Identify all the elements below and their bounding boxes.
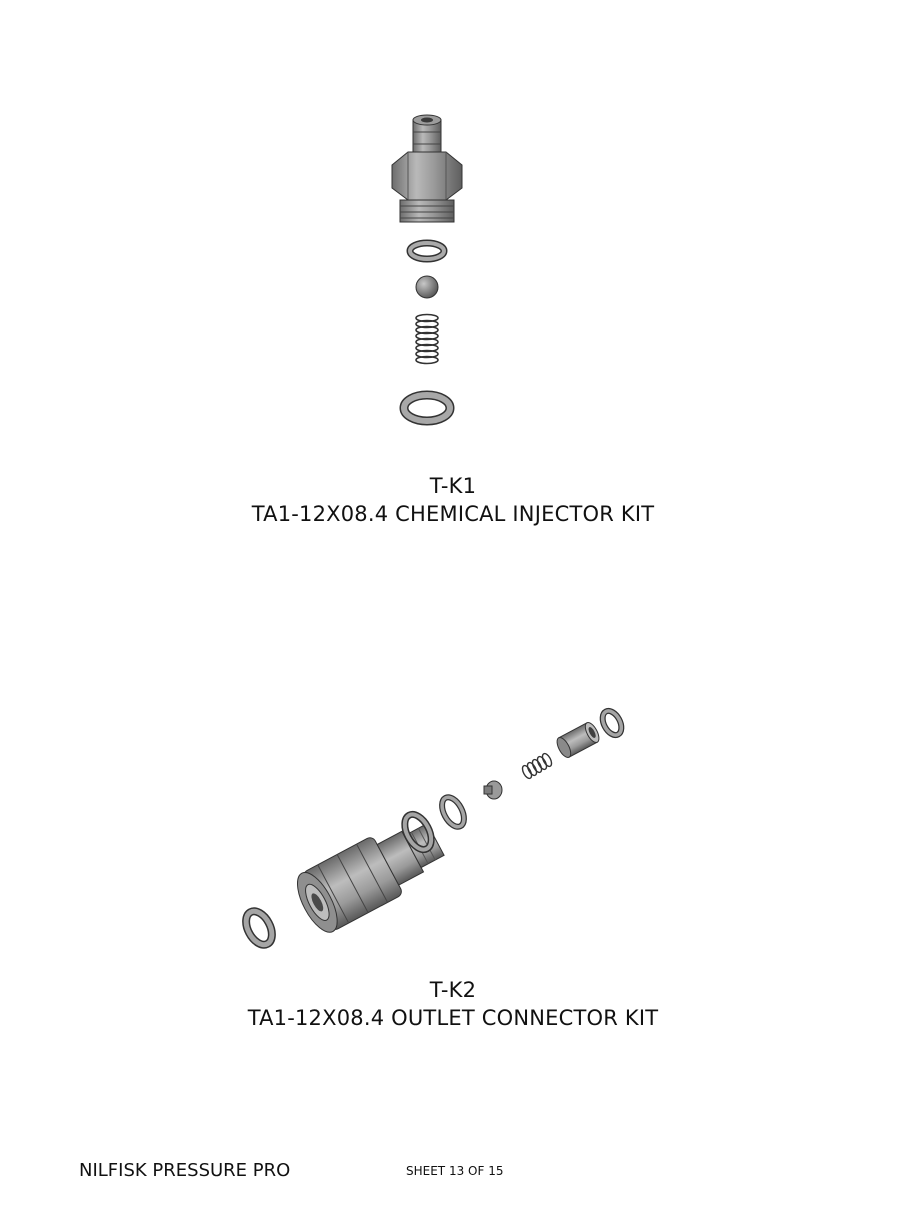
footer-sheet-number: SHEET 13 OF 15	[406, 1164, 504, 1178]
footer-product-name: NILFISK PRESSURE PRO	[79, 1160, 291, 1181]
outlet-spring-part	[521, 752, 554, 780]
injector-ball-part	[416, 276, 438, 298]
chemical-injector-kit-drawing	[380, 110, 480, 440]
outlet-o-ring-part	[438, 794, 469, 831]
outlet-washer-part	[599, 708, 625, 738]
outlet-valve-part	[484, 781, 502, 799]
outlet-washer-part	[241, 907, 277, 949]
outlet-tube-part	[554, 720, 601, 759]
injector-fitting-part	[392, 115, 462, 222]
outlet-connector-kit-drawing	[235, 700, 635, 960]
kit-name: TA1-12X08.4 OUTLET CONNECTOR KIT	[247, 1006, 659, 1030]
kit-name: TA1-12X08.4 CHEMICAL INJECTOR KIT	[251, 502, 655, 526]
injector-washer-part	[410, 243, 444, 259]
injector-o-ring-part	[404, 395, 450, 421]
kit-caption-1	[0, 472, 906, 528]
kit-code: T-K2	[429, 978, 477, 1002]
injector-spring-part	[416, 315, 438, 364]
kit-caption-2	[0, 976, 906, 1032]
kit-code: T-K1	[429, 474, 477, 498]
